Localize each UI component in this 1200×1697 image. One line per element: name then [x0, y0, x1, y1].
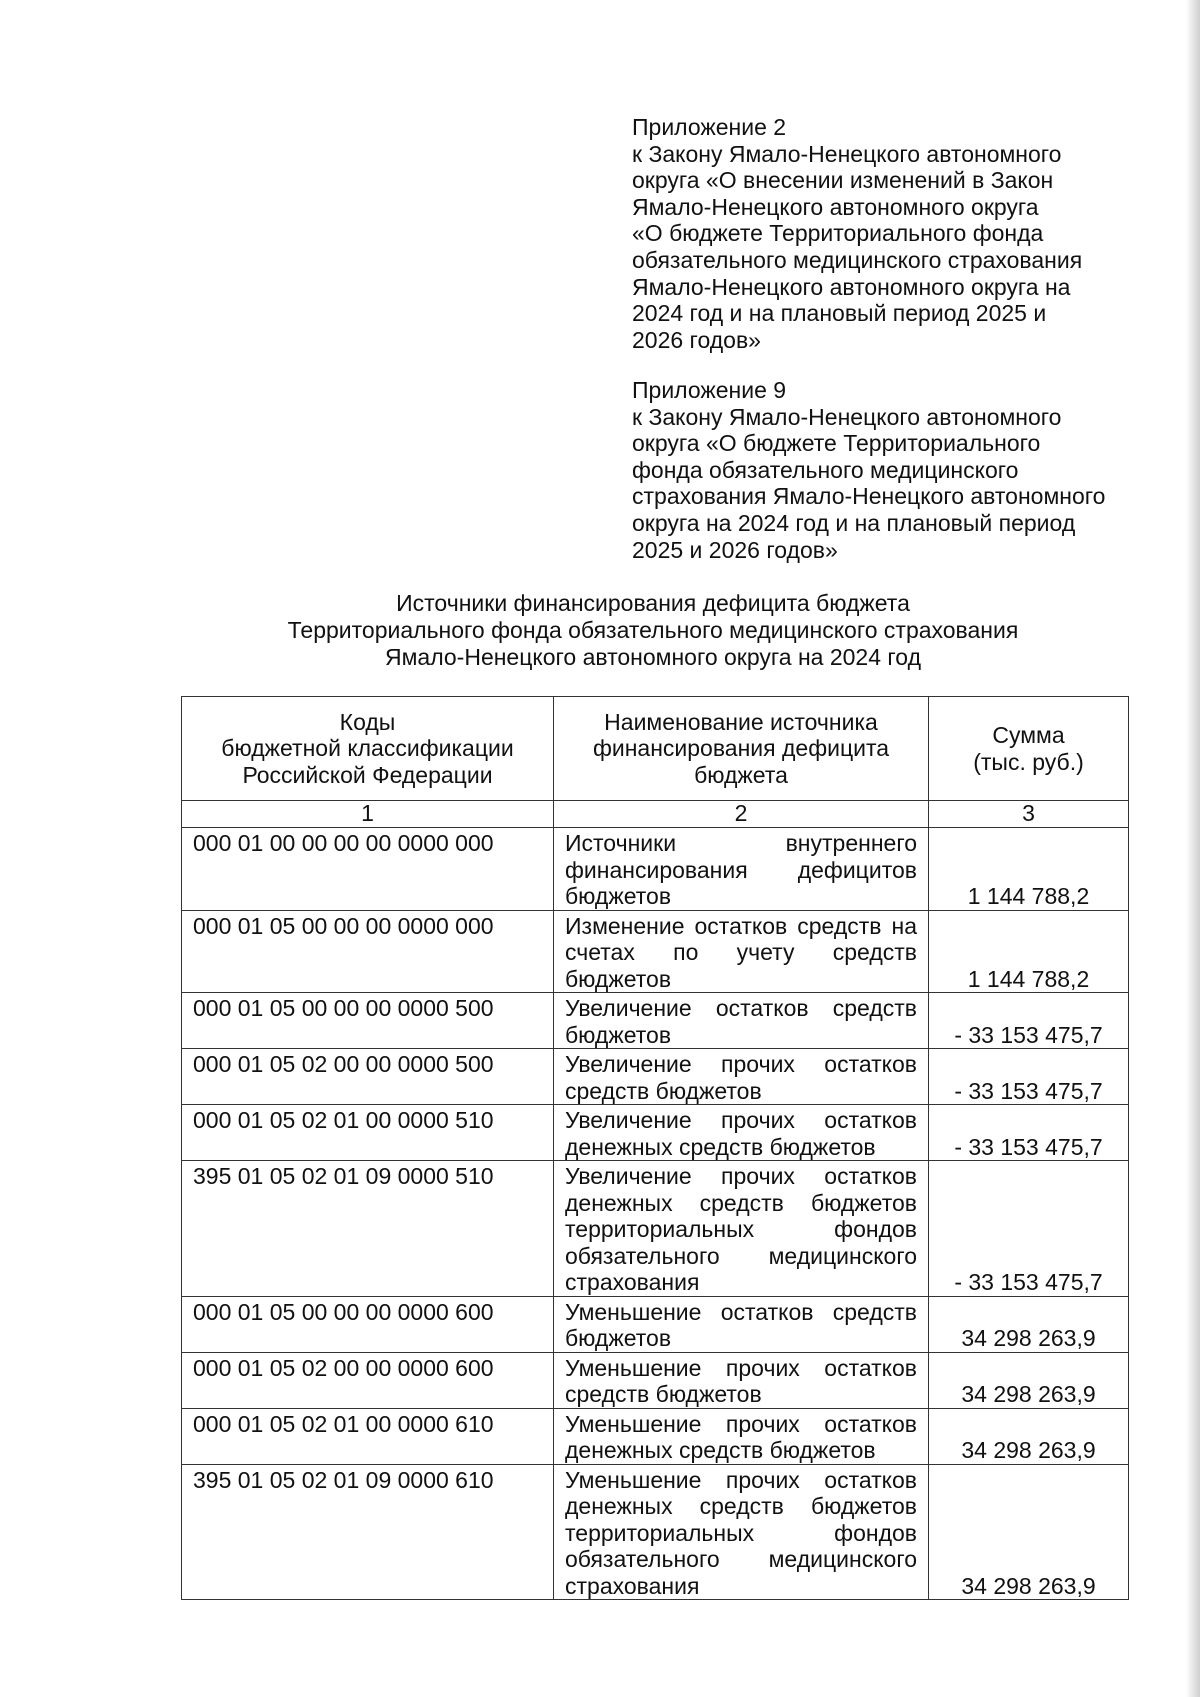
header-line: (тыс. руб.) [973, 748, 1084, 775]
source-name-cell: Уменьшение остатков средств бюджетов [554, 1296, 929, 1352]
budget-code-cell: 000 01 05 02 01 00 0000 610 [182, 1408, 554, 1464]
header-line: Сумма [992, 722, 1065, 748]
source-name-cell: Источники внутреннего финансирования дефицитов бюджетов [554, 828, 929, 911]
title-line: Источники финансирования дефицита бюджета [396, 590, 910, 616]
table-header-row [182, 697, 1129, 801]
annex-line: округа на 2024 год и на плановый период [632, 509, 1076, 536]
amount-cell: - 33 153 475,7 [929, 1161, 1129, 1297]
amount-cell: - 33 153 475,7 [929, 1049, 1129, 1105]
source-name-cell: Уменьшение прочих остатков денежных средств бюджетов [554, 1408, 929, 1464]
annex-line: к Закону Ямало-Ненецкого автономного [632, 140, 1062, 167]
document-title [170, 590, 1136, 671]
source-name-cell: Изменение остатков средств на счетах по учету средств бюджетов [554, 910, 929, 993]
header-line: бюджетной классификации [221, 735, 514, 762]
budget-code-cell: 395 01 05 02 01 09 0000 610 [182, 1464, 554, 1600]
source-name-cell: Увеличение прочих остатков средств бюджетов [554, 1049, 929, 1105]
annex-line: к Закону Ямало-Ненецкого автономного [632, 403, 1062, 430]
table-row [182, 1049, 1129, 1105]
table-row [182, 1296, 1129, 1352]
amount-cell: 34 298 263,9 [929, 1408, 1129, 1464]
amount-cell: 34 298 263,9 [929, 1352, 1129, 1408]
table-row [182, 1105, 1129, 1161]
budget-code-cell: 000 01 00 00 00 00 0000 000 [182, 828, 554, 911]
source-name-cell: Увеличение прочих остатков денежных средств бюджетов [554, 1105, 929, 1161]
header-line: бюджета [694, 761, 788, 788]
annex-line: 2025 и 2026 годов» [632, 536, 838, 563]
annex-line: округа «О бюджете Территориального [632, 430, 1041, 457]
budget-code-cell: 000 01 05 00 00 00 0000 000 [182, 910, 554, 993]
annex-9-reference [632, 377, 1152, 563]
source-name-cell: Увеличение прочих остатков денежных средств бюджетов территориальных фондов обязательного медицинского страхования [554, 1161, 929, 1297]
header-source-name [554, 697, 929, 801]
financing-sources-table [181, 696, 1129, 1600]
header-line: Коды [339, 708, 396, 735]
column-number-row [182, 801, 1129, 828]
page-edge-shadow [1186, 0, 1200, 1697]
header-line: Наименование источника [604, 708, 878, 735]
table-row [182, 828, 1129, 911]
header-sum [929, 697, 1129, 801]
annex-line: страхования Ямало-Ненецкого автономного [632, 483, 1106, 510]
amount-cell: 34 298 263,9 [929, 1296, 1129, 1352]
header-line: финансирования дефицита [592, 735, 890, 762]
budget-code-cell: 395 01 05 02 01 09 0000 510 [182, 1161, 554, 1297]
header-codes [182, 697, 554, 801]
budget-code-cell: 000 01 05 02 01 00 0000 510 [182, 1105, 554, 1161]
budget-code-cell: 000 01 05 02 00 00 0000 500 [182, 1049, 554, 1105]
annex-line: Ямало-Ненецкого автономного округа на [632, 273, 1071, 300]
amount-cell: 34 298 263,9 [929, 1464, 1129, 1600]
column-number: 3 [929, 801, 1129, 828]
amount-cell: 1 144 788,2 [929, 910, 1129, 993]
annex-line: фонда обязательного медицинского [632, 456, 1019, 483]
annex-2-reference [632, 114, 1152, 353]
budget-code-cell: 000 01 05 02 00 00 0000 600 [182, 1352, 554, 1408]
source-name-cell: Уменьшение прочих остатков денежных средств бюджетов территориальных фондов обязательного медицинского страхования [554, 1464, 929, 1600]
table-row [182, 1161, 1129, 1297]
annex-line: Приложение 9 [632, 377, 787, 403]
annex-line: 2026 годов» [632, 326, 761, 353]
amount-cell: - 33 153 475,7 [929, 1105, 1129, 1161]
table-row [182, 993, 1129, 1049]
annex-line: 2024 год и на плановый период 2025 и [632, 300, 1047, 327]
title-line: Территориального фонда обязательного медицинского страхования [287, 617, 1019, 643]
source-name-cell: Увеличение остатков средств бюджетов [554, 993, 929, 1049]
amount-cell: - 33 153 475,7 [929, 993, 1129, 1049]
column-number: 2 [554, 801, 929, 828]
annex-line: округа «О внесении изменений в Закон [632, 167, 1054, 194]
amount-cell: 1 144 788,2 [929, 828, 1129, 911]
table-row [182, 1464, 1129, 1600]
title-line: Ямало-Ненецкого автономного округа на 2024 год [384, 644, 921, 670]
annex-line: обязательного медицинского страхования [632, 246, 1083, 273]
header-line: Российской Федерации [242, 761, 493, 788]
table-row [182, 1408, 1129, 1464]
annex-line: «О бюджете Территориального фонда [632, 220, 1044, 247]
annex-line: Приложение 2 [632, 114, 787, 140]
budget-code-cell: 000 01 05 00 00 00 0000 600 [182, 1296, 554, 1352]
budget-code-cell: 000 01 05 00 00 00 0000 500 [182, 993, 554, 1049]
annex-line: Ямало-Ненецкого автономного округа [632, 193, 1039, 220]
column-number: 1 [182, 801, 554, 828]
source-name-cell: Уменьшение прочих остатков средств бюджетов [554, 1352, 929, 1408]
table-row [182, 910, 1129, 993]
table-row [182, 1352, 1129, 1408]
